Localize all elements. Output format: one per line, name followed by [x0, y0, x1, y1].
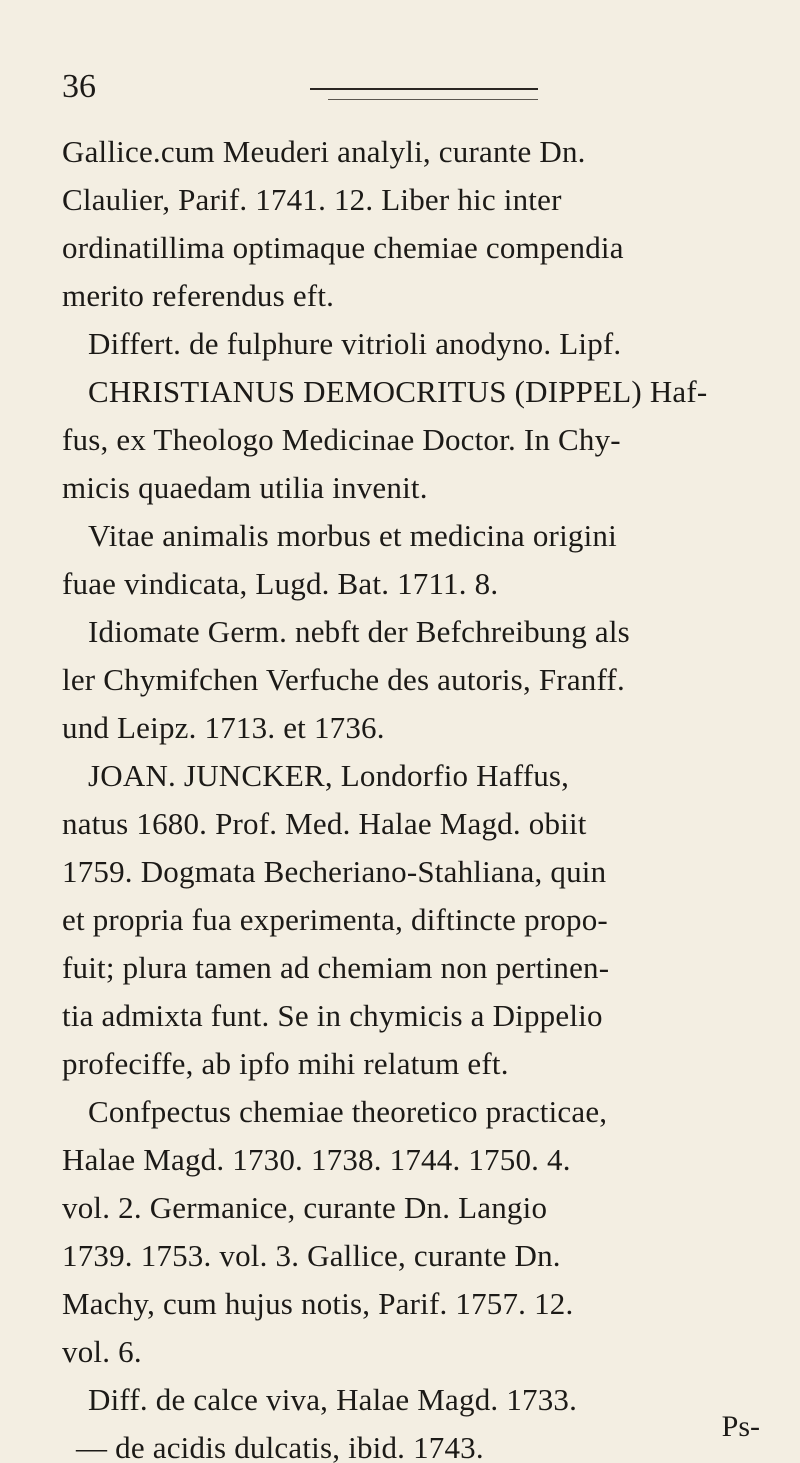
text-line: Halae Magd. 1730. 1738. 1744. 1750. 4.	[62, 1142, 571, 1177]
text-line: Gallice.cum Meuderi analyli, curante Dn.	[62, 134, 586, 169]
text-line: 1739. 1753. vol. 3. Gallice, curante Dn.	[62, 1238, 561, 1273]
text-line: Differt. de fulphure vitrioli anodyno. Lipf.	[88, 326, 622, 361]
text-line: 1759. Dogmata Becheriano-Stahliana, quin	[62, 854, 607, 889]
text-line-author-heading: JOAN. JUNCKER, Londorfio Haffus,	[88, 758, 570, 793]
text-line: Machy, cum hujus notis, Parif. 1757. 12.	[62, 1286, 574, 1321]
text-line-blackletter: ler Chymifchen Verfuche des autoris, Franff.	[62, 662, 625, 697]
text-line: Confpectus chemiae theoretico practicae,	[88, 1094, 608, 1129]
text-line: fuae vindicata, Lugd. Bat. 1711. 8.	[62, 566, 499, 601]
text-line: vol. 6.	[62, 1334, 142, 1369]
header-rule-secondary	[328, 99, 538, 100]
text-line: micis quaedam utilia invenit.	[62, 470, 428, 505]
text-line: Claulier, Parif. 1741. 12. Liber hic inter	[62, 182, 562, 217]
body-text	[62, 128, 774, 1463]
text-line: et propria fua experimenta, diftincte propo-	[62, 902, 608, 937]
text-line: — de acidis dulcatis, ibid. 1743.	[76, 1430, 484, 1463]
text-line: vol. 2. Germanice, curante Dn. Langio	[62, 1190, 548, 1225]
text-line: natus 1680. Prof. Med. Halae Magd. obiit	[62, 806, 587, 841]
text-line: fus, ex Theologo Medicinae Doctor. In Chy-	[62, 422, 621, 457]
text-line: fuit; plura tamen ad chemiam non pertinen-	[62, 950, 610, 985]
text-line-author-heading: CHRISTIANUS DEMOCRITUS (DIPPEL) Haf-	[88, 374, 708, 409]
text-line: ordinatillima optimaque chemiae compendia	[62, 230, 624, 265]
text-line: tia admixta funt. Se in chymicis a Dippelio	[62, 998, 603, 1033]
text-line: profeciffe, ab ipfo mihi relatum eft.	[62, 1046, 509, 1081]
text-line: Idiomate Germ. nebft der Befchreibung als	[88, 614, 630, 649]
text-line: merito referendus eft.	[62, 278, 335, 313]
page-number: 36	[62, 68, 96, 105]
header-rule	[310, 88, 538, 90]
text-line: Diff. de calce viva, Halae Magd. 1733.	[88, 1382, 578, 1417]
text-line: Vitae animalis morbus et medicina origini	[88, 518, 617, 553]
text-line-blackletter: und Leipz. 1713. et 1736.	[62, 710, 385, 745]
catchword: Ps-	[721, 1410, 760, 1443]
